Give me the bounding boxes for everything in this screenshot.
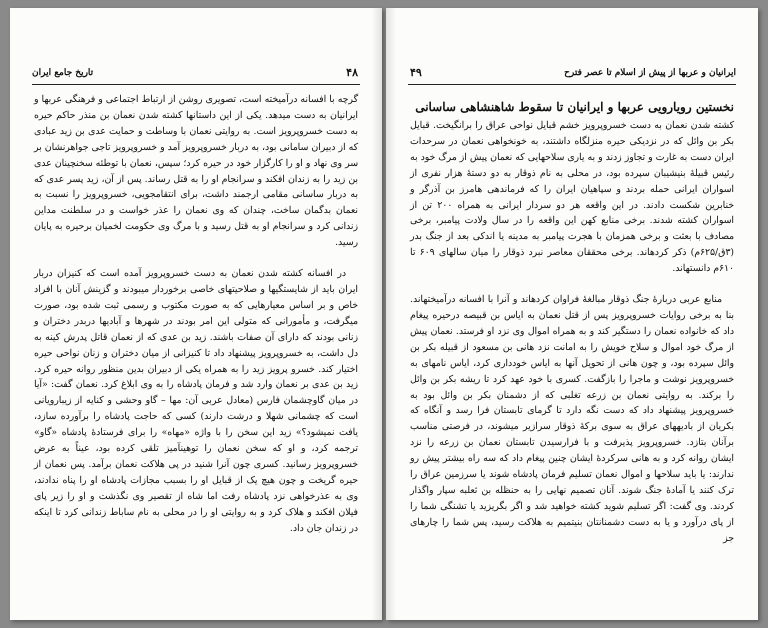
right-page-body <box>410 92 734 610</box>
right-page-header <box>408 66 736 85</box>
left-page-body <box>34 92 358 610</box>
paragraph: در افسانه کشته شدن نعمان به دست خسروپرویز آمده است که کنیزان دربار ایران باید از شایستگیها و صلاحیتهای خاصی برخوردار میبودند و گزینش آنان با افراد خاص و بر اساس معیارهایی که به صورت مکتوب و رسمی ثبت شده بود، صورت میگرفت، و مأمورانی که متولی این امر بودند در شهرها و آبادیها دربدر دختران و زنانی بودند که دارای آن صفات باشند. زید بن عدی که از نعمان قاتل پدرش کینه به دل داشت، به خسروپرویز پیشنهاد داد تا کنیزانی از میان دختران و زنان نواحی حیره اختیار کند. خسرو پرویز زید را به همراه یکی از دبیران بدین منظور روانه حیره کرد. زید بن عدی بر نعمان وارد شد و فرمان پادشاه را به وی ابلاغ کرد. نعمان گفت: «آیا در میان گاوچشمان فارس (معادل عربی آن: مها – گاو وحشی و کنایه از زیبارویانی است که چشمانی شهلا و درشت دارند) کسی که حاجت پادشاه را برآورده سازد، یافت نمیشود؟» زید این سخن را با واژه «مهاه» را برای فرستادهٔ پادشاه «گاو» ترجمه کرد، و او که سخن نعمان را توهینآمیز تلقی کرده بود، عیناً به عرض خسروپرویز رسانید. کسری چون آنرا شنید در پی هلاکت نعمان برآمد. پس نعمان از حیره گریخت و چون هیچ یک از قبایل او را بسبب مجازات پادشاه او را پناه ندادند، وی به عذرخواهی نزد پادشاه رفت اما شاه از تقصیر وی نگذشت و او را زیر پای فیلان افکند و هلاک کرد و به روایتی او را در محلی به نام ساباط زندانی کرد تا اینکه در زندان جان داد. <box>34 268 358 534</box>
left-page-header <box>32 66 360 85</box>
section-heading: نخستین رویارویی عربها و ایرانیان تا سقوط شاهنشاهی ساسانی <box>415 100 734 114</box>
right-page <box>386 8 758 620</box>
page-number: ۴۸ <box>346 66 358 79</box>
paragraph: کشته شدن نعمان به دست خسروپرویز خشم قبایل نواحی عراق را برانگیخت. قبایل بکر بن وائل که در نزدیکی حیره منزلگاه داشتند، به خونخواهی نعمان در سرحدات ایران دست به غارت و تجاوز زدند و به یاری سلاحهایی که نعمان پیش از مرگ خود به رئیس قبیلهٔ بنیشیبان سپرده بود، در محلی به نام ذوقار به دو دستهٔ هزار نفری از اسواران ایرانی حمله بردند و سپاهیان ایران را که فرماندهی هامرز بن آذرگر و خنابرین شکست دادند. در این واقعه هر دو سردار ایرانی به همراه ۲۰۰ تن از اسواران کشته شدند. برخی منابع کهن این واقعه را در سال ولادت پیامبر، برخی مصادف با بعثت و برخی همزمان با هجرت پیامبر به مدینه یا اندکی بعد از جنگ بدر (۳ق/۶۲۵م) ذکر کردهاند. برخی محققان معاصر نبرد ذوقار را میان سالهای ۶۰۹ تا ۶۱۰م دانستهاند. <box>410 120 734 275</box>
left-page <box>10 8 382 620</box>
running-title: ایرانیان و عربها از پیش از اسلام تا عصر فترح <box>564 68 736 78</box>
running-title: تاریخ جامع ایران <box>32 68 94 78</box>
spine-shadow <box>372 8 382 620</box>
spine-shadow <box>386 8 396 620</box>
paragraph: گرچه با افسانه درآمیخته است، تصویری روشن از ارتباط اجتماعی و فرهنگی عربها و ایرانیان به دست میدهد. یکی از این داستانها کشته شدن نعمان بن منذر حاکم حیره به دست خسروپرویز است. به روایتی نعمان با وساطت و حمایت عدی بن زید عبادی که از دبیران سامانی بود، به دربار خسروپرویز آمد و خسروپرویز تاجی جواهرنشان بر سر وی نهاد و او را کارگزار خود در حیره کرد؛ سپس، نعمان با توطئه سخنچینان عدی بن زید را به زندان افکند و سرانجام او را به قتل رساند. پس از آن، زید پسر عدی که به دربار ساسانی مقامی ارجمند داشت، برای انتقامجویی، خسروپرویز را نسبت به نعمان بدگمان ساخت، چندان که وی نعمان را عذر خواست و در سلطنت مداین زندانی کرد و سرانجام او به قتل رسید و با مرگ وی حکومت لخمیان برحیره به پایان رسید. <box>34 94 358 249</box>
page-number: ۴۹ <box>410 66 422 79</box>
paragraph: منابع عربی دربارهٔ جنگ ذوقار مبالغهٔ فراوان کردهاند و آنرا با افسانه درآمیختهاند. بنا به برخی روایات خسروپرویز پس از قتل نعمان به ایاس بن قبیصه درحیره پیغام داد که خانواده نعمان را دستگیر کند و به همراه اموال وی نزد او فرستد. نعمان پیش از مرگ خود اموال و سلاح خویش را به امانت نزد هانی بن مسعود از قبیله بکر بن وائل سپرده بود، و چون هانی از تحویل آنها به ایاس خودداری کرد، ایاس نامهای به خسروپرویز نوشت و ماجرا را بازگفت. کسری با خود عهد کرد تا ریشه بکر بن وائل را برکند. به روایتی نعمان بن زرعه تغلبی که از دشمنان بکر بن وائل بود به خسروپرویز پیشنهاد داد که دست نگه دارد تا گرمای تابستان فرا رسد و آنگاه که بکریان از بادیههای عراق به سوی برکهٔ ذوقار سرازیر میشوند، در فرصتی مناسب برآنان بتازد. خسروپرویز پذیرفت و با فرارسیدن تابستان نعمان بن زرعه را نزد ایشان روانه کرد و به هانی سرکردهٔ ایشان چنین پیغام داد که سه راه بیشتر پیش رو ندارند: یا باید سلاحها و اموال نعمان تسلیم فرمان پادشاه شوند یا سرزمین عراق را ترک کنند یا آمادهٔ جنگ شوند. آنان تصمیم نهایی را به حنظله بن ثعلبه سپار واگذار کردند. وی گفت: اگر تسلیم شوید کشته خواهید شد و اگر بگریزید یا تشنگی شما را از پای درآورد و یا به دست دشمنانتان بنیتمیم به هلاکت رسید، پس شما را چارهای جز <box>410 294 734 544</box>
